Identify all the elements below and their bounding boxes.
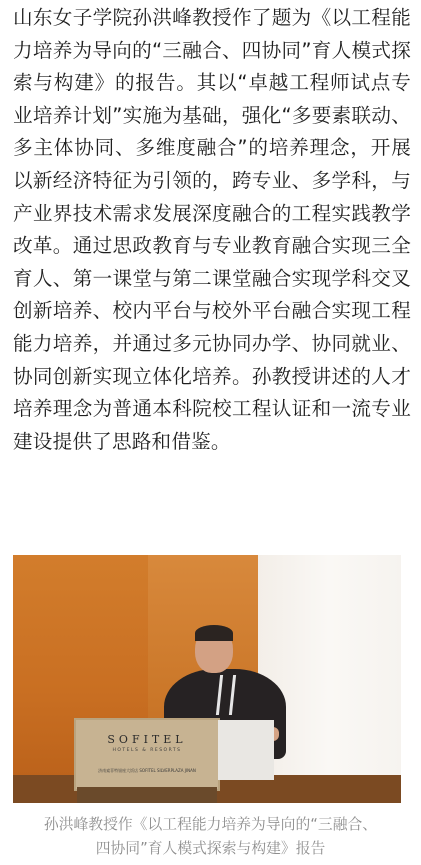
photo-caption [0,813,421,861]
podium [74,718,220,791]
podium-brand-sub: HOTELS & RESORTS [112,748,182,753]
podium-text: 济南索菲特银座大饭店 SOFITEL SILVERPLAZA JINAN [98,768,196,773]
photo-wall-right [258,555,401,803]
podium-base [77,787,217,803]
speaker-photo [13,555,401,803]
photo-caption-line-2: 四协同”育人模式探索与构建》报告 [95,840,326,857]
article-paragraph: 山东女子学院孙洪峰教授作了题为《以工程能力培养为导向的“三融合、四协同”育人模式探索与构建》的报告。其以“卓越工程师试点专业培养计划”实施为基础，强化“多要素联动、多主体协同、多维度融合”的培养理念，开展以新经济特征为引领的，跨专业、多学科，与产业界技术需求发展深度融合的工程实践教学改革。通过思政教育与专业教育融合实现三全育人、第一课堂与第二课堂融合实现学科交叉创新培养、校内平台与校外平台融合实现工程能力培养，并通过多元协同办学、协同就业、协同创新实现立体化培养。孙教授讲述的人才培养理念为普通本科院校工程认证和一流专业建设提供了思路和借鉴。 [13,6,411,453]
podium-brand: SOFITEL [107,733,187,746]
podium-side [218,720,274,780]
photo-caption-line-1: 孙洪峰教授作《以工程能力培养为导向的“三融合、 [43,816,378,833]
speaker-hair [195,625,233,641]
